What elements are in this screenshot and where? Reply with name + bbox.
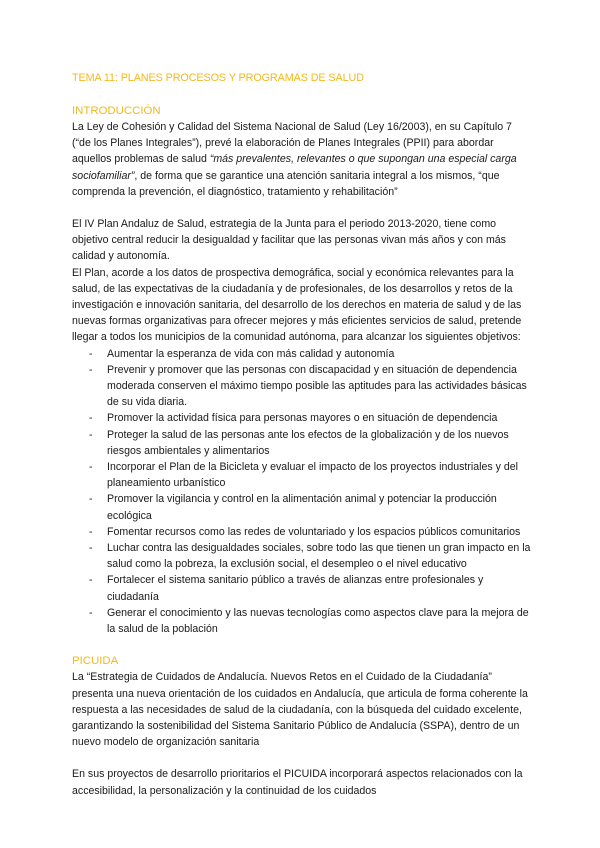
list-item bbox=[72, 605, 532, 637]
objective-text: Fomentar recursos como las redes de voluntariado y los espacios públicos comunitarios bbox=[107, 525, 521, 538]
list-item bbox=[72, 362, 532, 411]
objective-text: Aumentar la esperanza de vida con más calidad y autonomía bbox=[107, 347, 395, 360]
list-dash: - bbox=[89, 461, 93, 474]
paragraph-gap bbox=[72, 200, 532, 216]
list-item bbox=[72, 459, 532, 491]
objective-text: Promover la vigilancia y control en la alimentación animal y potenciar la producción ecológica bbox=[107, 493, 497, 522]
section-gap bbox=[72, 637, 532, 653]
objective-text: Fortalecer el sistema sanitario público a través de alianzas entre profesionales y ciudadanía bbox=[107, 574, 484, 603]
list-dash: - bbox=[89, 428, 93, 441]
list-dash: - bbox=[89, 574, 93, 587]
picuida-paragraph-1: La “Estrategia de Cuidados de Andalucía. Nuevos Retos en el Cuidado de la Ciudadanía” presenta una nueva orientación de los cuidados en Andalucía, que articula de forma coherente la respuesta a las necesidades de salud de la ciudadanía, con la búsqueda del cuidado excelente, garantizando la sostenibilidad del Sistema Sanitario Público de Andalucía (SSPA), dentro de un nuevo modelo de organización sanitaria bbox=[72, 671, 528, 749]
list-dash: - bbox=[89, 542, 93, 555]
intro-paragraph-2: El IV Plan Andaluz de Salud, estrategia de la Junta para el periodo 2013-2020, tiene como objetivo central reducir la desigualdad y facilitar que las personas vivan más años y con más calidad y autonomía. bbox=[72, 218, 506, 263]
list-item bbox=[72, 491, 532, 523]
list-dash: - bbox=[89, 606, 93, 619]
document-page bbox=[72, 70, 532, 799]
list-dash: - bbox=[89, 412, 93, 425]
list-item bbox=[72, 540, 532, 572]
objectives-list bbox=[72, 346, 532, 638]
list-dash: - bbox=[89, 347, 93, 360]
list-item bbox=[72, 524, 532, 540]
list-item bbox=[72, 572, 532, 604]
section-heading-introduccion: INTRODUCCIÓN bbox=[72, 105, 161, 117]
list-dash: - bbox=[89, 363, 93, 376]
objective-text: Generar el conocimiento y las nuevas tecnologías como aspectos clave para la mejora de la salud de la población bbox=[107, 606, 529, 636]
objective-text: Incorporar el Plan de la Bicicleta y evaluar el impacto de los proyectos industriales y del planeamiento urbanístico bbox=[107, 461, 519, 490]
intro-paragraph-3: El Plan, acorde a los datos de prospectiva demográfica, social y económica relevantes para la salud, de las expectativas de la ciudadanía y de profesionales, de los desarrollos y retos de la investigación e innovación sanitaria, del desarrollo de los derechos en materia de salud y de las nuevas formas organizativas para ofrecer mejores y más eficientes servicios de salud, pretende llegar a todos los municipios de la comunidad autónoma, para alcanzar los siguientes objetivos: bbox=[72, 266, 522, 344]
objective-text: Prevenir y promover que las personas con discapacidad y en situación de dependencia moderada conserven el máximo tiempo posible las aptitudes para las actividades básicas de su vida diaria. bbox=[107, 363, 527, 409]
list-dash: - bbox=[89, 525, 93, 538]
list-item bbox=[72, 427, 532, 459]
paragraph-gap bbox=[72, 750, 532, 766]
objective-text: Proteger la salud de las personas ante los efectos de la globalización y de los nuevos riesgos ambientales y alimentarios bbox=[107, 428, 509, 457]
intro-paragraph-1-quote: “más prevalentes, relevantes o que supongan una especial carga sociofamiliar” bbox=[72, 153, 517, 182]
picuida-paragraph-2: En sus proyectos de desarrollo prioritarios el PICUIDA incorporará aspectos relacionados con la accesibilidad, la personalización y la continuidad de los cuidados bbox=[72, 768, 523, 797]
list-dash: - bbox=[89, 493, 93, 506]
intro-paragraph-1-end: , de forma que se garantice una atención sanitaria integral a los mismos, “que comprenda la prevención, el diagnóstico, tratamiento y rehabilitación” bbox=[72, 169, 500, 198]
document-title: TEMA 11: PLANES PROCESOS Y PROGRAMAS DE SALUD bbox=[72, 72, 364, 84]
list-item bbox=[72, 410, 532, 426]
intro-paragraph-1-start: La Ley de Cohesión y Calidad del Sistema Nacional de Salud (Ley 16/2003), en su Capítulo 7 (“de los Planes Integrales”), prevé la elaboración de Planes Integrales (PPII) para abordar aquellos problemas de salud bbox=[72, 121, 512, 166]
section-heading-picuida: PICUIDA bbox=[72, 655, 119, 668]
list-item bbox=[72, 346, 532, 362]
intro-paragraph-1 bbox=[72, 119, 532, 200]
objective-text: Promover la actividad física para personas mayores o en situación de dependencia bbox=[107, 412, 498, 425]
objective-text: Luchar contra las desigualdades sociales, sobre todo las que tienen un gran impacto en la salud como la pobreza, la exclusión social, el desempleo o el nivel educativo bbox=[107, 542, 531, 571]
